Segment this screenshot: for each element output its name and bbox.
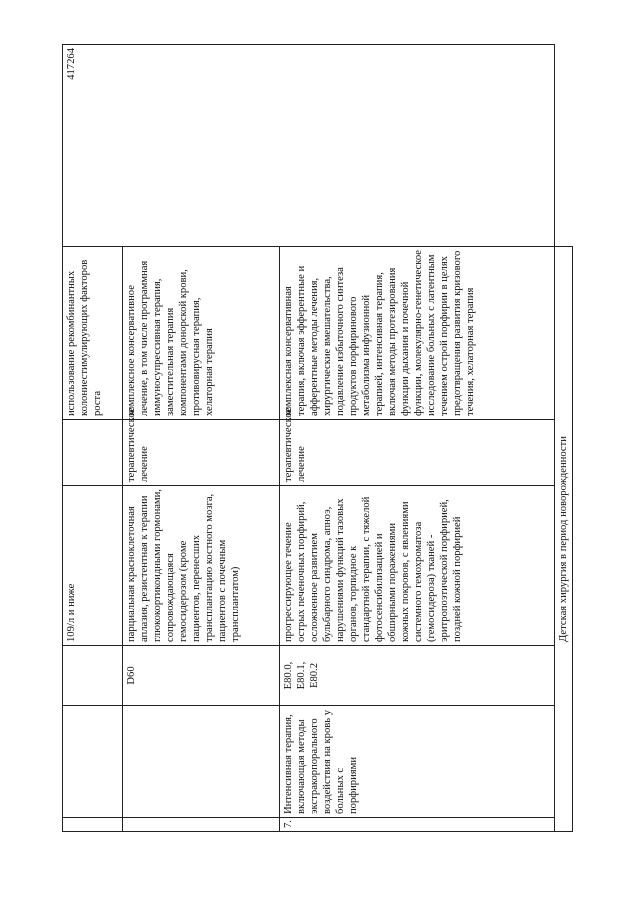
- table-row-continuation: [63, 45, 123, 832]
- cell-name: [123, 706, 280, 818]
- page-number: 417264: [63, 45, 555, 247]
- section-heading: Детская хирургия в период новорожденности: [555, 247, 573, 832]
- cell-treatment-type: терапевтическое лечение: [280, 420, 555, 486]
- cell-name: [63, 706, 123, 818]
- cell-treatment-method: комплексное консервативное лечение, в том числе программная иммуносупрессивная терапия, заместительная терапия компонентами донорской крови, противовирусная терапия, хелаторная терапия: [123, 247, 280, 420]
- cell-number: [123, 818, 280, 832]
- cell-code: D60: [123, 646, 280, 706]
- procedures-table: [62, 44, 573, 832]
- cell-code: [63, 646, 123, 706]
- rotated-table-content: [62, 45, 577, 832]
- cell-treatment-type: терапевтическое лечение: [123, 420, 280, 486]
- cell-code: E80.0, E80.1, E80.2: [280, 646, 555, 706]
- cell-patient-model: 109/л и ниже: [63, 486, 123, 646]
- cell-patient-model: прогрессирующее течение острых печеночных порфирий, осложненное развитием бульбарного синдрома, апноэ, нарушениями функций тазовых органов, торпидное к стандартной терапии, с тяжелой фотосенсибилизацией и обширными поражениями кожных покровов, с явлениями системного гемохроматоза (гемосидероза) тканей - эритропоэтической порфирией, поздней кожной порфирией: [280, 486, 555, 646]
- cell-patient-model: парциальная красноклеточная аплазия, резистентная к терапии глюкокортикоидными гормонами, сопровождающаяся гемосидерозом (кроме пациентов, перенесших трансплантацию костного мозга, пациентов с почечным трансплантатом): [123, 486, 280, 646]
- cell-treatment-method: комплексная консервативная терапия, включая эфферентные и афферентные методы лечения, хирургические вмешательства, подавление избыточного синтеза продуктов порфиринового метаболизма инфузионной терапией, интенсивная терапия, включая методы протезирования функции дыхания и почечной функции, молекулярно-генетическое исследование больных с латентным течением острой порфирии в целях предотвращения развития кризового течения, хелаторная терапия: [280, 247, 555, 420]
- cell-treatment-type: [63, 420, 123, 486]
- section-heading-row: [555, 45, 573, 832]
- cell-number: 7.: [280, 818, 555, 832]
- cell-treatment-method: использование рекомбинантных колониестимулирующих факторов роста: [63, 247, 123, 420]
- cell-number: [63, 818, 123, 832]
- cell-name: Интенсивная терапия, включающая методы экстракорпорального воздействия на кровь у больных с порфириями: [280, 706, 555, 818]
